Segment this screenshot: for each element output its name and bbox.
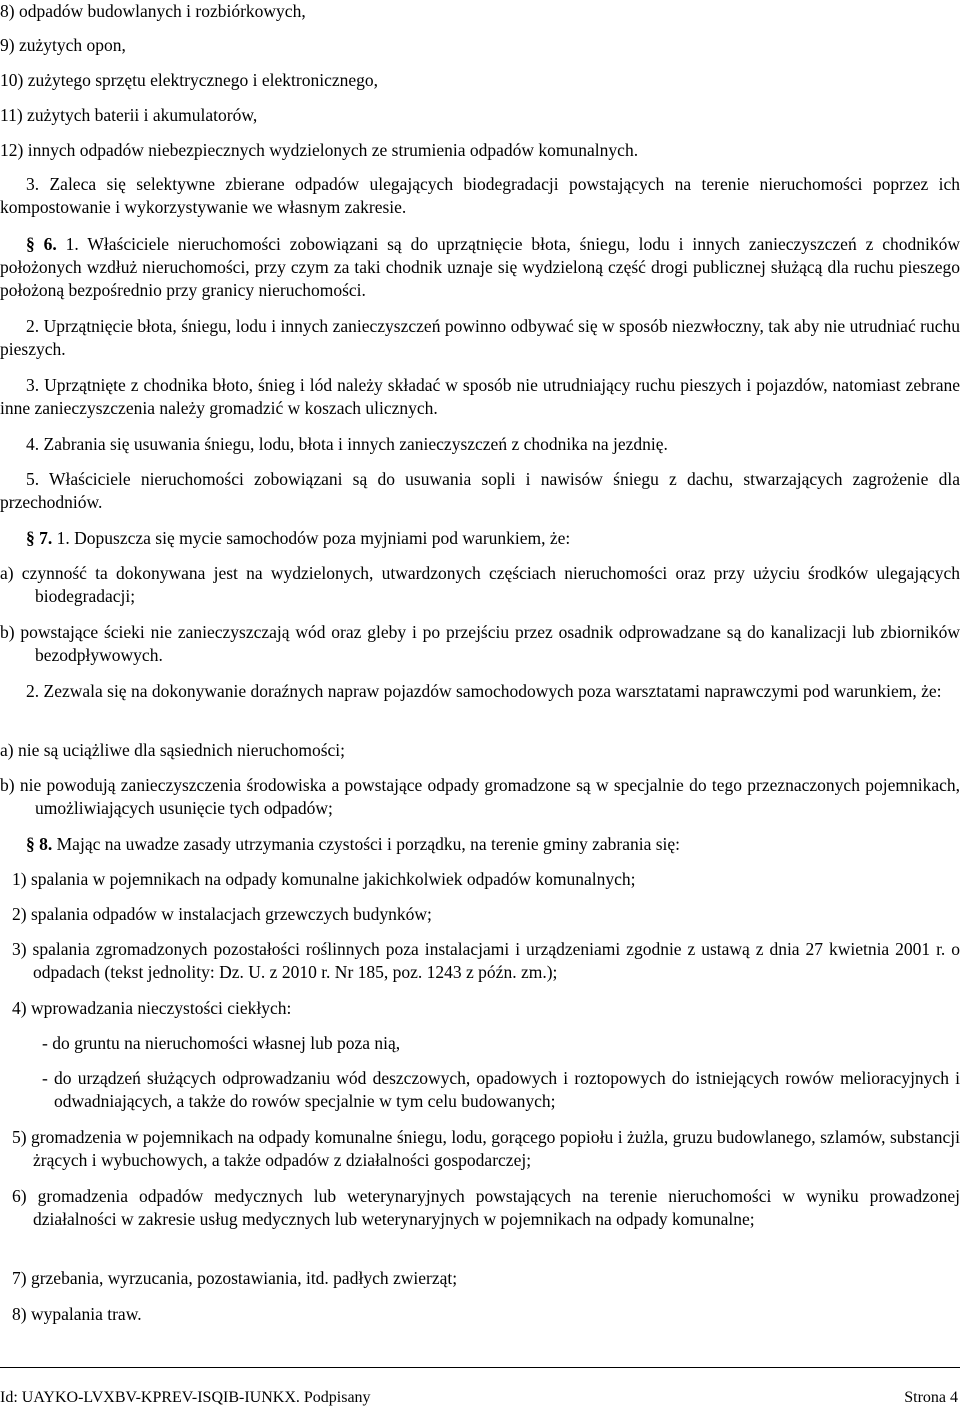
footer-divider [0, 1367, 960, 1368]
paragraph-7-1-text: 1. Dopuszcza się mycie samochodów poza myjniami pod warunkiem, że: [56, 528, 571, 548]
paragraph-8-item-2: 2) spalania odpadów w instalacjach grzewczych budynków; [12, 904, 432, 924]
paragraph-6-4: 4. Zabrania się usuwania śniegu, lodu, błota i innych zanieczyszczeń z chodnika na jezdnię. [26, 434, 668, 454]
paragraph-7-2-b: b) nie powodują zanieczyszczenia środowiska a powstające odpady gromadzone są w specjalnie do tego przeznaczonych pojemnikach, umożliwiających usunięcie tych odpadów; [0, 775, 960, 818]
paragraph-5-3: 3. Zaleca się selektywne zbierane odpadów ulegających biodegradacji powstających na terenie nieruchomości poprzez ich kompostowanie i wykorzystywanie we własnym zakresie. [0, 174, 960, 217]
paragraph-8-item-5: 5) gromadzenia w pojemnikach na odpady komunalne śniegu, lodu, gorącego popiołu i żużla, gruzu budowlanego, szlamów, substancji żrących i wybuchowych, a także odpadów z działalności gospodarczej; [12, 1127, 960, 1170]
paragraph-8-item-7: 7) grzebania, wyrzucania, pozostawiania, itd. padłych zwierząt; [12, 1268, 458, 1288]
section-6-heading: § 6. [26, 234, 66, 254]
paragraph-6-3: 3. Uprzątnięte z chodnika błoto, śnieg i lód należy składać w sposób nie utrudniający ruchu pieszych i pojazdów, natomiast zebrane inne zanieczyszczenia należy gromadzić w koszach ulicznych. [0, 375, 960, 418]
paragraph-8-item-3: 3) spalania zgromadzonych pozostałości roślinnych poza instalacjami i urządzeniami zgodnie z ustawą z dnia 27 kwietnia 2001 r. o odpadach (tekst jednolity: Dz. U. z 2010 r. Nr 185, poz. 1243 z późn. zm.); [12, 939, 960, 982]
paragraph-8-text: Mając na uwadze zasady utrzymania czystości i porządku, na terenie gminy zabrania się: [56, 834, 681, 854]
paragraph-7-2-a: a) nie są uciążliwe dla sąsiednich nieruchomości; [0, 740, 346, 760]
list-item-12: 12) innych odpadów niebezpiecznych wydzielonych ze strumienia odpadów komunalnych. [0, 140, 639, 160]
paragraph-6-5: 5. Właściciele nieruchomości zobowiązani są do usuwania sopli i nawisów śniegu z dachu, stwarzających zagrożenie dla przechodniów. [0, 469, 960, 512]
list-item-10: 10) zużytego sprzętu elektrycznego i elektronicznego, [0, 70, 379, 90]
paragraph-8-item-6: 6) gromadzenia odpadów medycznych lub weterynaryjnych powstających na terenie nieruchomości w wyniku prowadzonej działalności w zakresie usług medycznych lub weterynaryjnych w pojemnikach na odpady komunalne; [12, 1186, 960, 1229]
paragraph-8-item-1: 1) spalania w pojemnikach na odpady komunalne jakichkolwiek odpadów komunalnych; [12, 869, 636, 889]
paragraph-6-1-text: 1. Właściciele nieruchomości zobowiązani są do uprzątnięcie błota, śniegu, lodu i innych zanieczyszczeń z chodników położonych wzdłuż nieruchomości, przy czym za taki chodnik uznaje się wydzieloną część drogi publicznej służącą dla ruchu pieszego położoną bezpośrednio przy granicy nieruchomości. [0, 234, 960, 300]
paragraph-6-2: 2. Uprzątnięcie błota, śniegu, lodu i innych zanieczyszczeń powinno odbywać się w sposób niezwłoczny, tak aby nie utrudniać ruchu pieszych. [0, 316, 960, 359]
paragraph-8-item-4-dash-1: - do gruntu na nieruchomości własnej lub poza nią, [42, 1033, 401, 1053]
paragraph-8 [0, 833, 960, 856]
paragraph-7-1 [0, 527, 960, 550]
page-number: Strona 4 [904, 1389, 958, 1406]
section-7-heading: § 7. [26, 528, 57, 548]
paragraph-7-1-a: a) czynność ta dokonywana jest na wydzielonych, utwardzonych częściach nieruchomości oraz przy użyciu środków ulegających biodegradacji; [0, 563, 960, 606]
list-item-9: 9) zużytych opon, [0, 35, 126, 55]
document-id: Id: UAYKO-LVXBV-KPREV-ISQIB-IUNKX. Podpisany [0, 1389, 371, 1406]
paragraph-7-1-b: b) powstające ścieki nie zanieczyszczają wód oraz gleby i po przejściu przez osadnik odprowadzane są do kanalizacji lub zbiorników bezodpływowych. [0, 622, 960, 665]
paragraph-6-1 [0, 233, 960, 302]
list-item-11: 11) zużytych baterii i akumulatorów, [0, 105, 258, 125]
paragraph-8-item-4-dash-2: - do urządzeń służących odprowadzaniu wód deszczowych, opadowych i roztopowych do istniejących rowów melioracyjnych i odwadniających, a także do rowów specjalnie w tym celu budowanych; [42, 1068, 960, 1111]
paragraph-7-2: 2. Zezwala się na dokonywanie doraźnych napraw pojazdów samochodowych poza warsztatami naprawczymi pod warunkiem, że: [26, 681, 942, 701]
list-item-8: 8) odpadów budowlanych i rozbiórkowych, [0, 1, 306, 21]
paragraph-8-item-4: 4) wprowadzania nieczystości ciekłych: [12, 998, 292, 1018]
page-footer [0, 1388, 960, 1408]
paragraph-8-item-8: 8) wypalania traw. [12, 1304, 142, 1324]
section-8-heading: § 8. [26, 834, 57, 854]
